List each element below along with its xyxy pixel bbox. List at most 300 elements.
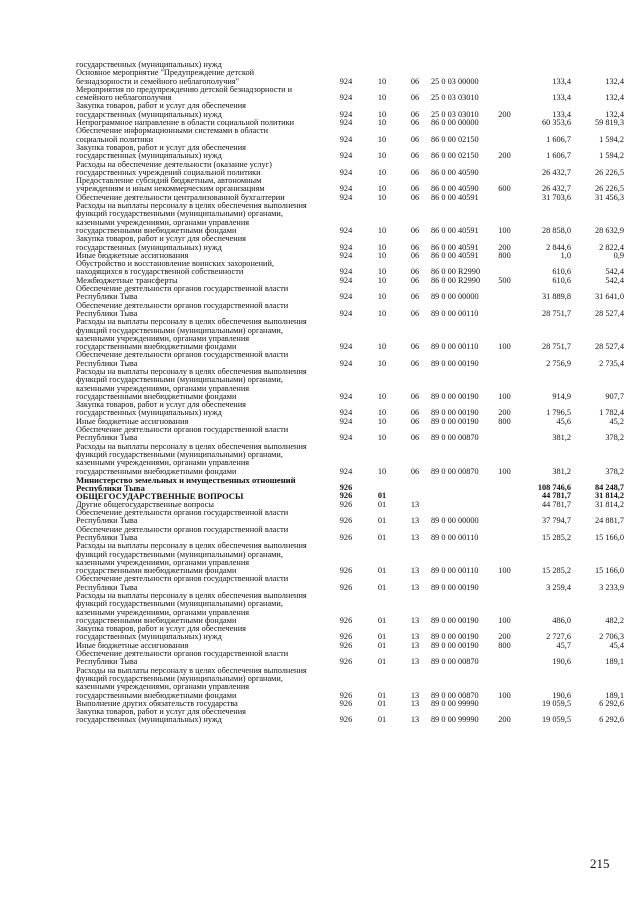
row-amount-year1: 19 059,5 (541, 715, 571, 725)
row-amount-year1: 31 889,8 (541, 292, 571, 302)
table-row (76, 426, 624, 443)
row-target-item-code: 86 0 00 40591 (431, 242, 479, 252)
row-expense-type-code (491, 161, 518, 178)
row-name: Расходы на выплаты персоналу в целях обеспечения выполнения функций государственными (муниципальными) органами, казенными учреждениями, органами управления государственными внебюджетными фондами (76, 367, 307, 401)
row-target-item-code: 89 0 00 00870 (431, 690, 479, 700)
row-expense-type-code (491, 700, 518, 708)
row-subsection-code: 13 (410, 690, 420, 700)
row-section-code: 01 (377, 532, 387, 542)
row-expense-type-code: 200 (498, 715, 511, 725)
row-target-item-code: 86 0 00 R2990 (431, 276, 481, 285)
row-amount-year2: 132,4 (605, 76, 624, 86)
row-subsection-code: 06 (410, 308, 420, 318)
row-target-item-code: 86 0 00 40591 (431, 251, 479, 260)
row-name: Иные бюджетные ассигнования (76, 417, 189, 426)
table-row (76, 650, 624, 667)
row-amount-year1: 1 796,5 (546, 408, 571, 418)
row-expense-type-code: 200 (498, 632, 511, 642)
row-section-code: 10 (377, 151, 387, 161)
row-name: Обеспечение деятельности органов государственной власти Республики Тыва (76, 509, 289, 526)
row-expense-type-code: 100 (498, 690, 511, 700)
row-grbs-code: 926 (339, 566, 353, 576)
row-amount-year1: 60 353,6 (541, 119, 571, 128)
row-expense-type-code: 800 (498, 251, 511, 260)
row-expense-type-code (491, 501, 518, 509)
row-section-code: 01 (377, 615, 387, 625)
row-target-item-code: 89 0 00 00190 (431, 417, 479, 426)
row-expense-type-code: 100 (498, 225, 511, 235)
row-target-item-code (431, 501, 491, 509)
table-row (76, 509, 624, 526)
table-row (76, 202, 624, 235)
row-expense-type-code: 100 (498, 466, 511, 476)
table-row (76, 177, 624, 194)
table-row (76, 501, 624, 509)
row-amount-year1: 28 751,7 (541, 308, 571, 318)
row-subsection-code: 06 (410, 433, 420, 443)
row-section-code: 10 (377, 358, 387, 368)
row-amount-year1: 2 727,6 (546, 632, 571, 642)
table-row (76, 642, 624, 650)
row-target-item-code: 89 0 00 00110 (431, 308, 479, 318)
row-section-code (365, 476, 399, 493)
row-name: Выполнение других обязательств государства (76, 699, 238, 708)
row-section-code: 01 (377, 492, 387, 501)
row-name: Непрограммное направление в области социальной политики (76, 119, 295, 128)
row-grbs-code: 924 (339, 408, 353, 418)
row-subsection-code: 06 (410, 358, 420, 368)
row-grbs-code: 926 (339, 715, 353, 725)
row-grbs-code: 926 (339, 632, 353, 642)
row-name: Другие общегосударственные вопросы (76, 500, 214, 509)
row-subsection-code: 06 (410, 251, 420, 260)
row-amount-year2: 1 594,2 (599, 134, 624, 144)
row-expense-type-code: 600 (498, 184, 511, 194)
row-name: Расходы на выплаты персоналу в целях обеспечения выполнения функций государственными (муниципальными) органами, казенными учреждениями, органами управления государственными внебюджетными фондами (76, 542, 307, 576)
row-amount-year1: 1 606,7 (546, 151, 571, 161)
row-name: Закупка товаров, работ и услуг для обеспечения государственных (муниципальных) нужд (76, 102, 246, 119)
row-amount-year2: 907,7 (605, 391, 624, 401)
row-subsection-code: 13 (410, 582, 420, 592)
row-grbs-code: 924 (339, 276, 353, 285)
row-grbs-code: 926 (339, 699, 353, 708)
row-subsection-code: 06 (410, 267, 420, 277)
table-row (76, 667, 624, 700)
row-amount-year2: 26 226,5 (594, 167, 624, 177)
row-target-item-code: 89 0 00 00190 (431, 641, 479, 650)
row-subsection-code: 13 (410, 641, 420, 650)
row-name: Иные бюджетные ассигнования (76, 641, 189, 650)
row-target-item-code: 86 0 00 02150 (431, 134, 479, 144)
row-target-item-code: 86 0 00 40591 (431, 225, 479, 235)
row-section-code: 10 (377, 193, 387, 202)
table-row (76, 708, 624, 725)
row-target-item-code: 89 0 00 00000 (431, 292, 479, 302)
row-expense-type-code (491, 260, 518, 277)
row-amount-year2: 31 456,3 (594, 193, 624, 202)
row-expense-type-code (491, 509, 518, 526)
row-subsection-code: 06 (410, 193, 420, 202)
row-subsection-code (399, 492, 431, 500)
row-name: Закупка товаров, работ и услуг для обеспечения государственных (муниципальных) нужд (76, 235, 246, 252)
table-row (76, 61, 624, 69)
table-row (76, 351, 624, 368)
row-grbs-code: 924 (339, 109, 353, 119)
row-subsection-code: 06 (410, 466, 420, 476)
row-expense-type-code (491, 426, 518, 443)
row-name: Мероприятия по предупреждению детской безнадзорности и семейного неблагополучия (76, 85, 293, 103)
row-section-code: 01 (377, 657, 387, 667)
row-section-code: 10 (377, 408, 387, 418)
row-amount-year2: 31 641,0 (594, 292, 624, 302)
row-amount-year1: 44 781,7 (541, 492, 571, 501)
row-name: государственных (муниципальных) нужд (76, 61, 222, 69)
row-amount-year2: 482,2 (605, 615, 624, 625)
row-section-code: 10 (377, 134, 387, 144)
row-amount-year1: 486,0 (552, 615, 571, 625)
row-subsection-code: 06 (410, 184, 420, 194)
row-target-item-code: 86 0 00 40590 (431, 167, 479, 177)
row-grbs-code: 924 (339, 167, 353, 177)
row-subsection-code: 06 (410, 342, 420, 352)
row-amount-year1: 133,4 (552, 93, 571, 103)
row-section-code (365, 61, 399, 69)
table-row (76, 69, 624, 86)
row-section-code: 10 (377, 308, 387, 318)
row-amount-year2: 2 706,3 (599, 632, 624, 642)
row-subsection-code: 06 (410, 242, 420, 252)
row-name: Обустройство и восстановление воинских захоронений, находящихся в государственной собственности (76, 260, 274, 277)
row-grbs-code: 926 (339, 657, 353, 667)
row-amount-year1: 37 794,7 (541, 516, 571, 526)
row-expense-type-code: 800 (498, 641, 511, 650)
row-grbs-code: 924 (339, 151, 353, 161)
row-target-item-code: 89 0 00 00110 (431, 532, 479, 542)
row-expense-type-code (491, 194, 518, 202)
row-name: Обеспечение деятельности органов государственной власти Республики Тыва (76, 575, 289, 592)
row-amount-year1: 1 606,7 (546, 134, 571, 144)
budget-table-body (76, 61, 624, 725)
row-subsection-code: 13 (410, 615, 420, 625)
row-grbs-code: 924 (339, 184, 353, 194)
table-row (76, 194, 624, 202)
row-subsection-code: 06 (410, 109, 420, 119)
row-subsection-code: 06 (410, 167, 420, 177)
table-row (76, 476, 624, 493)
table-row (76, 542, 624, 575)
row-amount-year2: 378,2 (605, 466, 624, 476)
row-expense-type-code (491, 119, 518, 127)
row-section-code: 10 (377, 109, 387, 119)
row-target-item-code: 25 0 03 03010 (431, 93, 479, 103)
row-grbs-code: 926 (339, 500, 353, 509)
row-expense-type-code: 500 (498, 276, 511, 285)
row-section-code: 10 (377, 417, 387, 426)
row-grbs-code: 924 (339, 466, 353, 476)
row-expense-type-code (491, 127, 518, 144)
row-section-code: 10 (377, 76, 387, 86)
row-section-code: 10 (377, 292, 387, 302)
row-section-code: 10 (377, 433, 387, 443)
row-grbs-code: 924 (339, 417, 353, 426)
row-section-code: 10 (377, 93, 387, 103)
row-amount-year2: 45,4 (609, 641, 624, 650)
row-section-code: 01 (377, 641, 387, 650)
row-target-item-code: 89 0 00 00190 (431, 358, 479, 368)
row-subsection-code: 13 (410, 657, 420, 667)
row-amount-year2: 28 527,4 (594, 308, 624, 318)
row-expense-type-code: 200 (498, 242, 511, 252)
row-amount-year2: 132,4 (605, 109, 624, 119)
row-section-code: 10 (377, 251, 387, 260)
row-grbs-code: 924 (339, 225, 353, 235)
row-section-code: 10 (377, 267, 387, 277)
row-amount-year1: 15 285,2 (541, 566, 571, 576)
row-expense-type-code (491, 61, 518, 69)
row-amount-year2: 15 166,0 (594, 532, 624, 542)
row-subsection-code: 06 (410, 391, 420, 401)
row-target-item-code: 89 0 00 00870 (431, 433, 479, 443)
row-expense-type-code (491, 526, 518, 543)
table-row (76, 285, 624, 302)
row-amount-year1: 15 285,2 (541, 532, 571, 542)
row-target-item-code: 86 0 00 40590 (431, 184, 479, 194)
row-amount-year1: 2 844,6 (546, 242, 571, 252)
row-name: Предоставление субсидий бюджетным, автономным учреждениям и иным некоммерческим организациям (76, 177, 265, 194)
row-name: Основное мероприятие "Предупреждение детской безнадзорности и семейного неблагополучия" (76, 69, 255, 86)
row-target-item-code: 86 0 00 00000 (431, 119, 479, 128)
row-amount-year1: 133,4 (552, 109, 571, 119)
table-row (76, 700, 624, 708)
row-amount-year2: 1 782,4 (599, 408, 624, 418)
page-number: 215 (590, 856, 610, 871)
row-subsection-code (399, 61, 431, 69)
row-name: Министерство земельных и имущественных отношений Республики Тыва (76, 475, 296, 493)
row-amount-year2: 15 166,0 (594, 566, 624, 576)
row-amount-year1: 133,4 (552, 76, 571, 86)
row-expense-type-code: 100 (498, 342, 511, 352)
row-amount-year2: 0,9 (613, 251, 624, 260)
row-amount-year1: 45,7 (556, 641, 571, 650)
row-subsection-code: 06 (410, 119, 420, 128)
row-amount-year2: 1 594,2 (599, 151, 624, 161)
row-subsection-code: 06 (410, 292, 420, 302)
row-grbs-code: 924 (339, 251, 353, 260)
row-grbs-code: 926 (339, 483, 353, 493)
table-row (76, 401, 624, 418)
row-subsection-code: 13 (410, 566, 420, 576)
row-section-code: 01 (377, 715, 387, 725)
row-section-code: 10 (377, 466, 387, 476)
row-target-item-code: 89 0 00 00110 (431, 566, 479, 576)
row-name: ОБЩЕГОСУДАРСТВЕННЫЕ ВОПРОСЫ (76, 492, 244, 501)
row-expense-type-code: 100 (498, 391, 511, 401)
row-target-item-code: 25 0 03 00000 (431, 76, 479, 86)
row-name: Обеспечение деятельности централизованной бухгалтерии (76, 193, 285, 202)
row-subsection-code: 06 (410, 76, 420, 86)
row-name: Обеспечение деятельности органов государственной власти Республики Тыва (76, 285, 289, 302)
row-section-code: 10 (377, 391, 387, 401)
row-expense-type-code (491, 285, 518, 302)
row-amount-year1: 31 703,6 (541, 193, 571, 202)
row-grbs-code: 924 (339, 193, 353, 202)
row-section-code: 10 (377, 167, 387, 177)
row-amount-year2: 132,4 (605, 93, 624, 103)
row-amount-year2: 59 819,3 (594, 119, 624, 128)
row-target-item-code: 89 0 00 00190 (431, 615, 479, 625)
row-amount-year2: 26 226,5 (594, 184, 624, 194)
row-grbs-code: 924 (339, 267, 353, 277)
row-grbs-code: 924 (339, 342, 353, 352)
row-amount-year1: 610,6 (552, 276, 571, 285)
row-section-code: 01 (377, 632, 387, 642)
row-target-item-code: 89 0 00 99990 (431, 715, 479, 725)
row-expense-type-code (491, 476, 518, 493)
row-name: Обеспечение деятельности органов государственной власти Республики Тыва (76, 650, 289, 667)
row-grbs-code: 926 (339, 492, 353, 501)
row-amount-year1: 190,6 (552, 657, 571, 667)
row-section-code: 01 (377, 500, 387, 509)
row-amount-year1: 28 858,0 (541, 225, 571, 235)
row-amount-year1: 19 059,5 (541, 699, 571, 708)
row-target-item-code: 25 0 03 03010 (431, 109, 479, 119)
row-amount-year1: 45,6 (556, 417, 571, 426)
row-amount-year1 (518, 61, 571, 69)
row-section-code: 10 (377, 342, 387, 352)
table-row (76, 302, 624, 319)
row-grbs-code: 926 (339, 516, 353, 526)
row-section-code: 01 (377, 699, 387, 708)
row-name: Обеспечение деятельности органов государственной власти Республики Тыва (76, 525, 289, 542)
row-section-code: 10 (377, 242, 387, 252)
row-section-code: 10 (377, 119, 387, 128)
row-amount-year1: 381,2 (552, 433, 571, 443)
row-name: Расходы на выплаты персоналу в целях обеспечения выполнения функций государственными (муниципальными) органами, казенными учреждениями, органами управления государственными внебюджетными фондами (76, 592, 307, 625)
row-grbs-code: 926 (339, 641, 353, 650)
row-name: Расходы на выплаты персоналу в целях обеспечения выполнения функций государственными (муниципальными) органами, казенными учреждениями, органами управления государственными внебюджетными фондами (76, 442, 307, 476)
row-name: Закупка товаров, работ и услуг для обеспечения государственных (муниципальных) нужд (76, 708, 246, 725)
row-amount-year2: 24 881,7 (594, 516, 624, 526)
row-section-code: 10 (377, 225, 387, 235)
row-subsection-code: 06 (410, 276, 420, 285)
row-amount-year1: 26 432,7 (541, 167, 571, 177)
row-amount-year2: 28 632,9 (594, 225, 624, 235)
row-grbs-code: 926 (339, 582, 353, 592)
row-target-item-code: 89 0 00 00190 (431, 632, 479, 642)
row-expense-type-code (491, 492, 518, 500)
row-amount-year2 (571, 61, 624, 69)
row-amount-year1: 1,0 (560, 251, 571, 260)
row-amount-year2: 31 814,2 (594, 500, 624, 509)
row-name: Закупка товаров, работ и услуг для обеспечения государственных (муниципальных) нужд (76, 625, 246, 642)
row-amount-year2: 189,1 (605, 657, 624, 667)
row-expense-type-code (491, 86, 518, 103)
row-target-item-code: 89 0 00 00190 (431, 391, 479, 401)
row-amount-year1: 381,2 (552, 466, 571, 476)
row-grbs-code: 924 (339, 358, 353, 368)
row-subsection-code: 13 (410, 632, 420, 642)
table-row (76, 318, 624, 351)
row-expense-type-code (491, 650, 518, 667)
row-subsection-code: 13 (410, 715, 420, 725)
row-expense-type-code (491, 575, 518, 592)
row-target-item-code (431, 476, 491, 493)
table-row (76, 625, 624, 642)
table-row (76, 252, 624, 260)
row-target-item-code: 89 0 00 00870 (431, 657, 479, 667)
row-amount-year2: 542,4 (605, 267, 624, 277)
row-name: Расходы на выплаты персоналу в целях обеспечения выполнения функций государственными (муниципальными) органами, казенными учреждениями, органами управления государственными внебюджетными фондами (76, 202, 307, 235)
row-target-item-code: 89 0 00 00000 (431, 516, 479, 526)
table-row (76, 102, 624, 119)
table-row (76, 592, 624, 625)
row-amount-year2: 45,2 (609, 417, 624, 426)
row-name: Обеспечение информационными системами в области социальной политики (76, 127, 269, 144)
row-amount-year1: 44 781,7 (541, 500, 571, 509)
table-row (76, 119, 624, 127)
table-row (76, 368, 624, 401)
row-amount-year1: 3 259,4 (546, 582, 571, 592)
row-grbs-code: 924 (339, 93, 353, 103)
table-row (76, 418, 624, 426)
row-grbs-code: 924 (339, 119, 353, 128)
row-name: Закупка товаров, работ и услуг для обеспечения государственных (муниципальных) нужд (76, 143, 246, 161)
row-grbs-code: 924 (339, 308, 353, 318)
row-name: Обеспечение деятельности органов государственной власти Республики Тыва (76, 426, 289, 443)
row-target-item-code: 89 0 00 00110 (431, 342, 479, 352)
row-expense-type-code: 800 (498, 417, 511, 426)
row-amount-year2: 3 233,9 (599, 582, 624, 592)
row-target-item-code: 86 0 00 02150 (431, 151, 479, 161)
row-subsection-code: 13 (410, 532, 420, 542)
row-expense-type-code: 100 (498, 615, 511, 625)
row-expense-type-code: 200 (498, 151, 511, 161)
row-subsection-code: 06 (410, 93, 420, 103)
row-target-item-code: 89 0 00 00190 (431, 582, 479, 592)
table-row (76, 575, 624, 592)
row-amount-year2: 28 527,4 (594, 342, 624, 352)
row-section-code: 10 (377, 276, 387, 285)
row-name: Межбюджетные трансферты (76, 276, 178, 285)
table-row (76, 526, 624, 543)
row-subsection-code: 06 (410, 151, 420, 161)
row-subsection-code: 06 (410, 408, 420, 418)
row-name: Расходы на выплаты персоналу в целях обеспечения выполнения функций государственными (муниципальными) органами, казенными учреждениями, органами управления государственными внебюджетными фондами (76, 666, 307, 700)
row-subsection-code: 13 (410, 516, 420, 526)
row-subsection-code: 13 (410, 500, 420, 509)
row-subsection-code: 06 (410, 417, 420, 426)
row-expense-type-code (491, 69, 518, 86)
row-target-item-code: 86 0 00 R2990 (431, 267, 481, 277)
row-grbs-code: 924 (339, 242, 353, 252)
table-row (76, 127, 624, 144)
row-amount-year1: 2 756,9 (546, 358, 571, 368)
row-grbs-code: 924 (339, 292, 353, 302)
row-subsection-code (399, 476, 431, 493)
row-target-item-code (431, 492, 491, 500)
table-row (76, 492, 624, 500)
row-subsection-code: 06 (410, 225, 420, 235)
row-amount-year1: 914,9 (552, 391, 571, 401)
row-grbs-code (327, 61, 365, 69)
row-grbs-code: 924 (339, 76, 353, 86)
row-amount-year1: 190,6 (552, 690, 571, 700)
row-amount-year2: 378,2 (605, 433, 624, 443)
row-target-item-code: 89 0 00 00190 (431, 408, 479, 418)
row-section-code: 10 (377, 184, 387, 194)
row-expense-type-code: 200 (498, 408, 511, 418)
row-grbs-code: 926 (339, 532, 353, 542)
